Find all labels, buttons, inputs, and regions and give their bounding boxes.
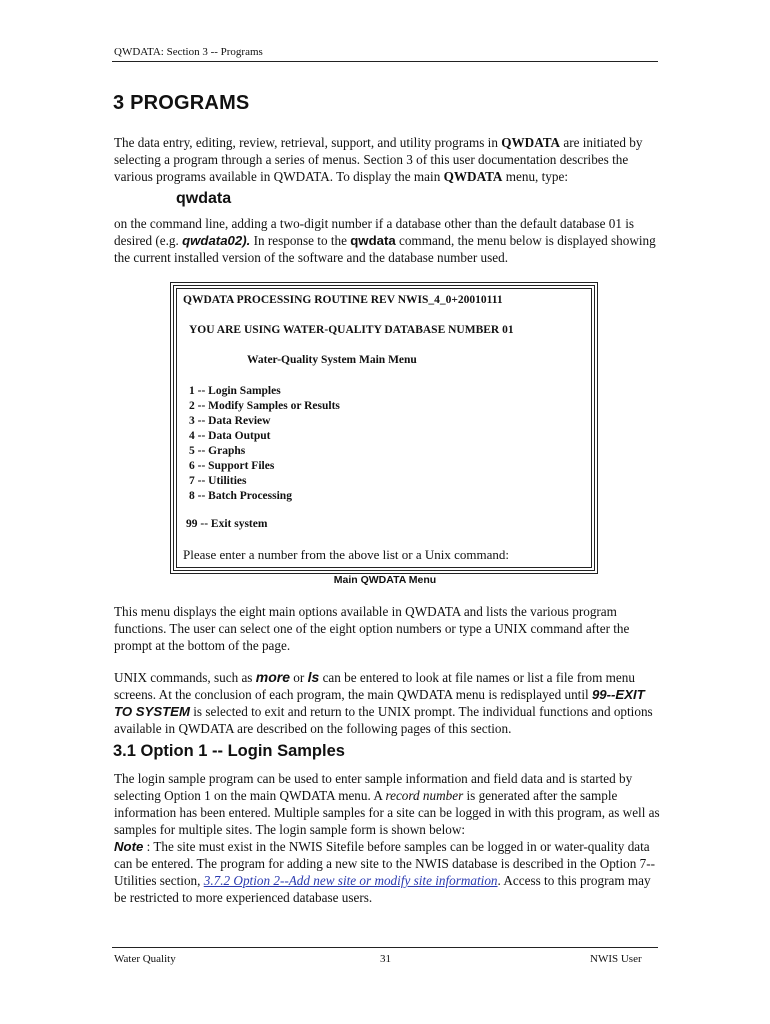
menu-option-1: 1 -- Login Samples <box>189 385 281 397</box>
login-samples-paragraph: The login sample program can be used to enter sample information and field data and is started by selecting Option 1 on the main QWDATA menu. A record number is generated after the sample information has been entered. Multiple samples for a site can be logged in with this program, as well as samples for multiple sites. The login sample form is shown below: Note : The site must exist in the NWIS Sitefile before samples can be logged in or water-quality data can be entered. The program for adding a new site to the NWIS database is described in the Option 7--Utilities section, 3.7.2 Option 2--Add new site or modify site information. Access to this program may be restricted to more experienced database users. <box>114 771 660 905</box>
menu-option-exit: 99 -- Exit system <box>186 518 268 530</box>
section-link-3-7-2[interactable]: 3.7.2 Option 2--Add new site or modify site information <box>203 873 498 888</box>
section-title: 3 PROGRAMS <box>113 92 250 114</box>
menu-option-5: 5 -- Graphs <box>189 445 246 457</box>
unix-commands-paragraph: UNIX commands, such as more or ls can be entered to look at file names or list a file from menu screens. At the conclusion of each program, the main QWDATA menu is redisplayed until 99--EXIT TO SYSTEM is selected to exit and return to the UNIX prompt. The individual functions and options available in QWDATA are described on the following pages of this section. <box>114 669 653 736</box>
menu-description-paragraph: This menu displays the eight main options available in QWDATA and lists the various program functions. The user can select one of the eight option numbers or type a UNIX command after the prompt at the bottom of the page. <box>114 604 630 653</box>
footer-rule <box>112 947 658 948</box>
running-header: QWDATA: Section 3 -- Programs <box>114 46 263 58</box>
figure-caption: Main QWDATA Menu <box>333 574 437 586</box>
menu-option-4: 4 -- Data Output <box>189 430 271 442</box>
menu-options <box>189 384 340 504</box>
note-label: Note <box>114 839 144 854</box>
menu-prompt: Please enter a number from the above list or a Unix command: <box>183 547 509 562</box>
command-paragraph: on the command line, adding a two-digit number if a database other than the default database 01 is desired (e.g. qwdata02). In response to the qwdata command, the menu below is displayed showing the current installed version of the software and the database number used. <box>114 216 656 265</box>
menu-option-3: 3 -- Data Review <box>189 415 271 427</box>
menu-option-2: 2 -- Modify Samples or Results <box>189 400 340 412</box>
main-menu-screen <box>170 282 598 574</box>
page-number: 31 <box>380 953 391 965</box>
header-rule <box>112 61 658 62</box>
menu-option-6: 6 -- Support Files <box>189 460 275 472</box>
menu-heading: Water-Quality System Main Menu <box>247 354 417 366</box>
footer-left: Water Quality <box>114 953 176 965</box>
database-line: YOU ARE USING WATER-QUALITY DATABASE NUMBER 01 <box>189 324 514 336</box>
footer-right: NWIS User <box>590 953 642 965</box>
menu-title-line: QWDATA PROCESSING ROUTINE REV NWIS_4_0+20010111 <box>183 294 503 306</box>
subsection-title: 3.1 Option 1 -- Login Samples <box>113 742 345 760</box>
menu-option-7: 7 -- Utilities <box>189 475 247 487</box>
menu-option-8: 8 -- Batch Processing <box>189 490 292 502</box>
intro-paragraph: The data entry, editing, review, retrieval, support, and utility programs in QWDATA are initiated by selecting a program through a series of menus. Section 3 of this user documentation describes the various programs available in QWDATA. To display the main QWDATA menu, type: <box>114 135 643 184</box>
command-example: qwdata <box>176 190 232 207</box>
